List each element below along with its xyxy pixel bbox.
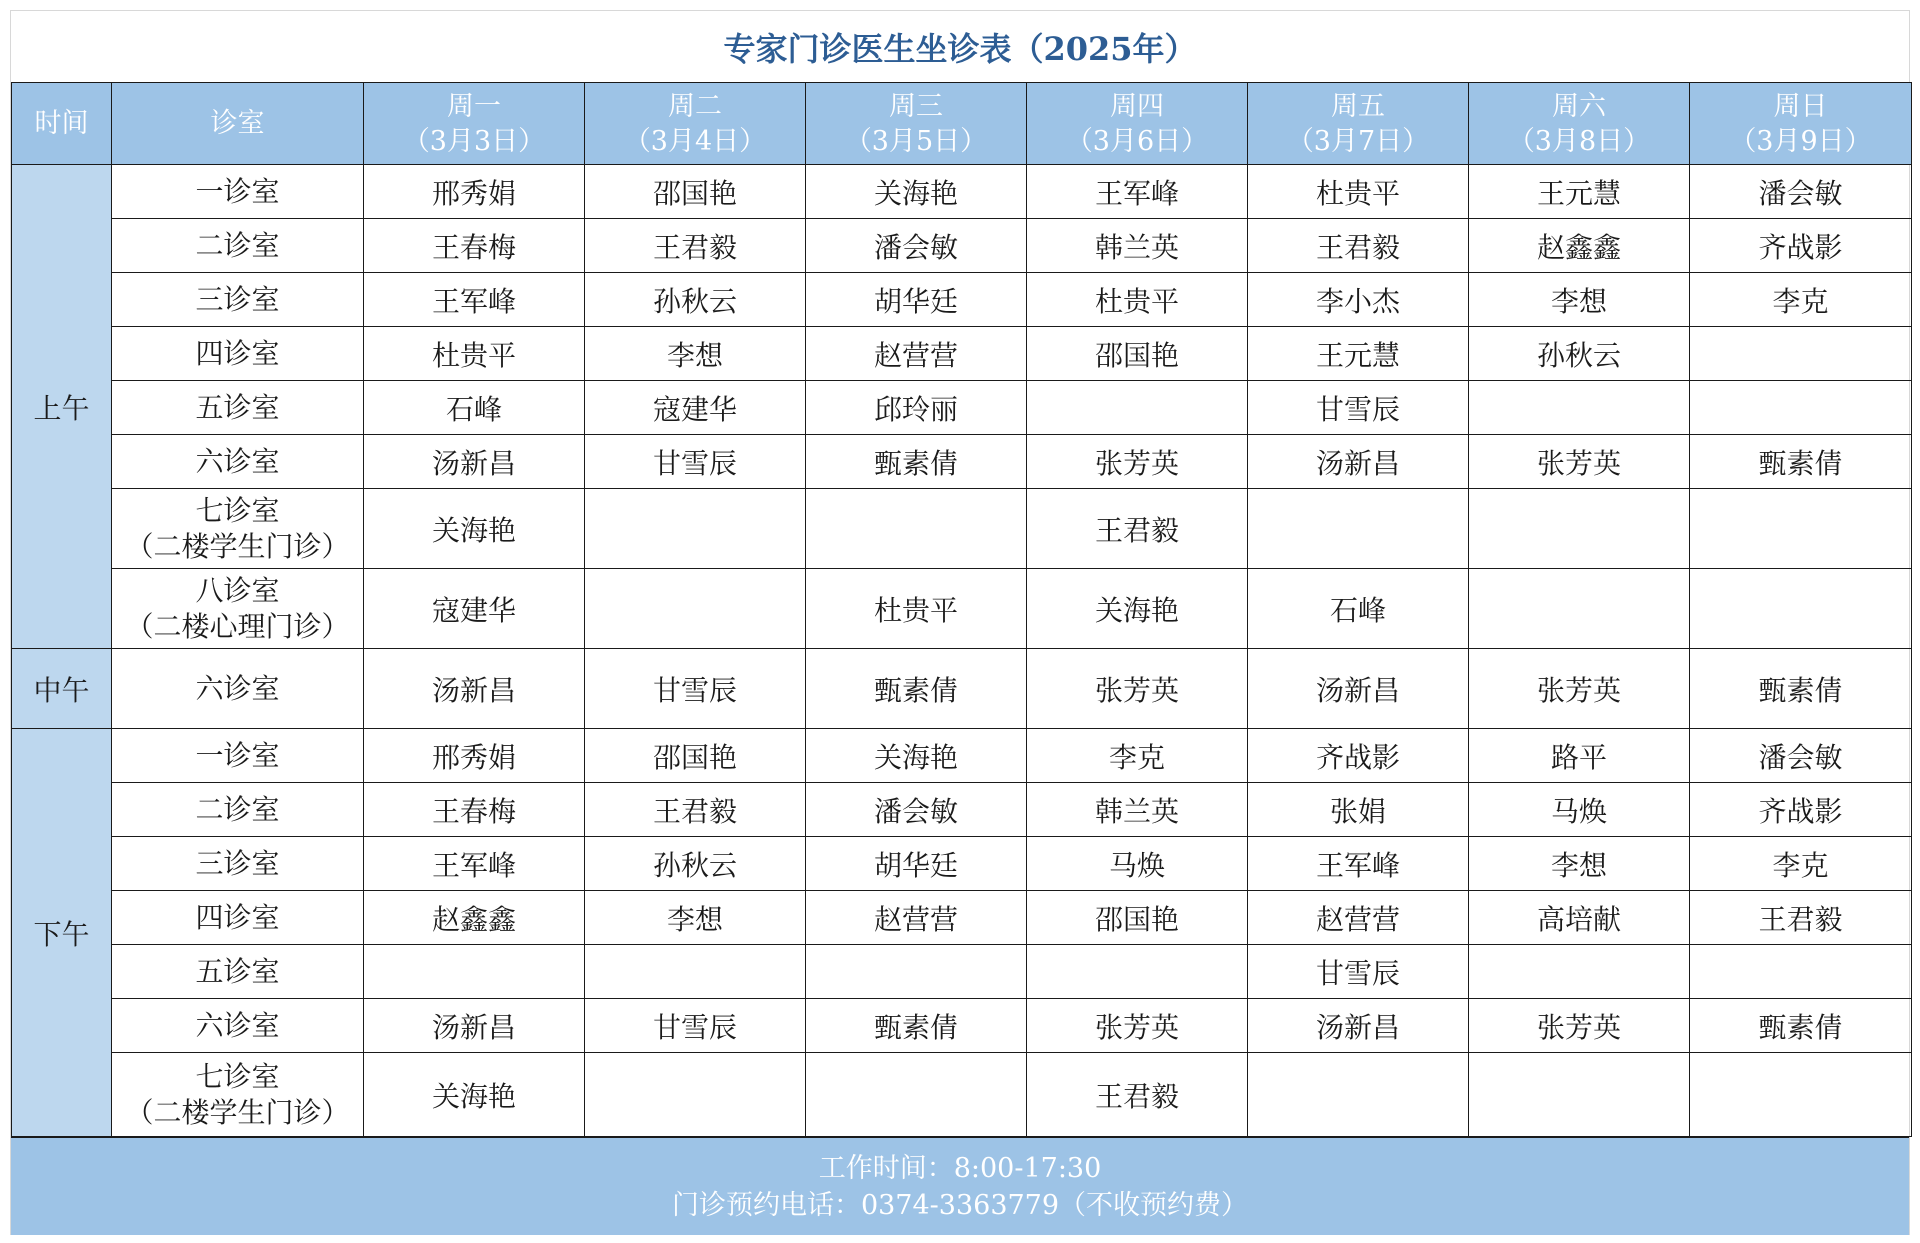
room-cell	[112, 649, 364, 729]
room-note: （二楼学生门诊）	[125, 1095, 350, 1129]
doctor-cell: 杜贵平	[364, 327, 585, 381]
doctor-cell	[806, 1053, 1027, 1137]
doctor-cell: 甘雪辰	[585, 435, 806, 489]
date-label: （3月3日）	[402, 125, 546, 157]
doctor-cell: 王军峰	[1027, 165, 1248, 219]
schedule-row	[12, 837, 1912, 891]
appointment-phone: 门诊预约电话：0374-3363779（不收预约费）	[671, 1189, 1249, 1221]
doctor-cell: 胡华廷	[806, 837, 1027, 891]
date-label: （3月8日）	[1507, 125, 1651, 157]
doctor-cell: 齐战影	[1690, 219, 1912, 273]
period-label: 中午	[12, 649, 112, 729]
doctor-cell: 齐战影	[1248, 729, 1469, 783]
doctor-cell	[1469, 945, 1690, 999]
doctor-cell: 张芳英	[1469, 999, 1690, 1053]
schedule-row	[12, 649, 1912, 729]
doctor-cell: 张芳英	[1027, 999, 1248, 1053]
doctor-cell	[1690, 945, 1912, 999]
room-cell	[112, 165, 364, 219]
day-label: 周一	[447, 90, 501, 122]
doctor-cell: 王君毅	[1027, 1053, 1248, 1137]
room-cell	[112, 569, 364, 649]
room-cell	[112, 219, 364, 273]
doctor-cell: 马焕	[1469, 783, 1690, 837]
date-label: （3月6日）	[1065, 125, 1209, 157]
working-hours: 工作时间：8:00-17:30	[818, 1152, 1102, 1184]
doctor-cell: 潘会敏	[1690, 729, 1912, 783]
doctor-cell: 赵营营	[806, 891, 1027, 945]
doctor-cell: 石峰	[1248, 569, 1469, 649]
doctor-cell: 汤新昌	[1248, 999, 1469, 1053]
doctor-cell: 杜贵平	[1248, 165, 1469, 219]
room-name: 四诊室	[195, 900, 280, 934]
room-name: 六诊室	[195, 444, 280, 478]
doctor-cell: 王君毅	[1248, 219, 1469, 273]
room-name: 三诊室	[195, 846, 280, 880]
doctor-cell: 李想	[1469, 273, 1690, 327]
doctor-cell: 张芳英	[1469, 649, 1690, 729]
doctor-cell: 张娟	[1248, 783, 1469, 837]
doctor-cell: 甄素倩	[1690, 999, 1912, 1053]
doctor-cell: 王元慧	[1248, 327, 1469, 381]
room-cell	[112, 729, 364, 783]
doctor-cell: 王军峰	[364, 837, 585, 891]
doctor-cell: 甘雪辰	[585, 999, 806, 1053]
doctor-cell: 马焕	[1027, 837, 1248, 891]
doctor-cell: 甄素倩	[806, 999, 1027, 1053]
doctor-cell: 寇建华	[585, 381, 806, 435]
room-cell	[112, 327, 364, 381]
room-name: 五诊室	[195, 390, 280, 424]
date-label: （3月5日）	[844, 125, 988, 157]
doctor-cell: 石峰	[364, 381, 585, 435]
room-cell	[112, 999, 364, 1053]
schedule-row	[12, 1053, 1912, 1137]
doctor-cell: 甄素倩	[806, 649, 1027, 729]
doctor-cell	[585, 945, 806, 999]
doctor-cell	[806, 945, 1027, 999]
doctor-cell: 李想	[585, 891, 806, 945]
doctor-cell	[585, 489, 806, 569]
schedule-row	[12, 891, 1912, 945]
doctor-cell: 关海艳	[364, 489, 585, 569]
doctor-cell: 邢秀娟	[364, 729, 585, 783]
doctor-cell: 赵营营	[806, 327, 1027, 381]
doctor-cell: 韩兰英	[1027, 783, 1248, 837]
doctor-cell: 关海艳	[806, 165, 1027, 219]
room-cell	[112, 489, 364, 569]
room-name: 二诊室	[195, 792, 280, 826]
doctor-cell: 孙秋云	[1469, 327, 1690, 381]
doctor-cell: 赵鑫鑫	[1469, 219, 1690, 273]
doctor-cell: 汤新昌	[1248, 435, 1469, 489]
doctor-cell: 潘会敏	[1690, 165, 1912, 219]
room-name: 一诊室	[195, 738, 280, 772]
room-name: 八诊室	[195, 573, 280, 607]
room-note: （二楼学生门诊）	[125, 529, 350, 563]
room-cell	[112, 891, 364, 945]
doctor-cell	[806, 489, 1027, 569]
room-name: 七诊室	[195, 1059, 280, 1093]
schedule-row	[12, 729, 1912, 783]
doctor-cell: 赵营营	[1248, 891, 1469, 945]
header-day-mon	[364, 83, 585, 165]
room-name: 一诊室	[195, 174, 280, 208]
doctor-cell: 王春梅	[364, 219, 585, 273]
day-label: 周三	[889, 90, 943, 122]
schedule-row	[12, 219, 1912, 273]
schedule-row	[12, 489, 1912, 569]
doctor-cell	[1027, 381, 1248, 435]
day-label: 周五	[1331, 90, 1385, 122]
doctor-cell	[1690, 327, 1912, 381]
doctor-cell: 张芳英	[1027, 649, 1248, 729]
doctor-cell: 李想	[1469, 837, 1690, 891]
schedule-sheet	[10, 10, 1910, 1235]
doctor-cell: 潘会敏	[806, 783, 1027, 837]
doctor-cell: 李想	[585, 327, 806, 381]
doctor-cell: 邵国艳	[1027, 327, 1248, 381]
doctor-cell	[1469, 1053, 1690, 1137]
schedule-row	[12, 999, 1912, 1053]
room-cell	[112, 381, 364, 435]
header-time: 时间	[12, 83, 112, 165]
doctor-cell: 甄素倩	[1690, 435, 1912, 489]
room-cell	[112, 837, 364, 891]
room-name: 六诊室	[195, 1008, 280, 1042]
page-title: 专家门诊医生坐诊表（2025年）	[723, 29, 1197, 68]
schedule-row	[12, 165, 1912, 219]
day-label: 周二	[668, 90, 722, 122]
room-cell	[112, 783, 364, 837]
doctor-cell: 韩兰英	[1027, 219, 1248, 273]
schedule-row	[12, 381, 1912, 435]
period-label: 下午	[12, 729, 112, 1137]
room-name: 三诊室	[195, 282, 280, 316]
doctor-cell: 王军峰	[364, 273, 585, 327]
doctor-cell: 邢秀娟	[364, 165, 585, 219]
header-day-thu	[1027, 83, 1248, 165]
day-label: 周日	[1773, 90, 1828, 122]
doctor-cell	[1690, 381, 1912, 435]
doctor-cell: 邵国艳	[585, 165, 806, 219]
doctor-cell: 汤新昌	[1248, 649, 1469, 729]
doctor-cell: 赵鑫鑫	[364, 891, 585, 945]
doctor-cell: 高培献	[1469, 891, 1690, 945]
doctor-cell: 王军峰	[1248, 837, 1469, 891]
doctor-cell: 李小杰	[1248, 273, 1469, 327]
doctor-cell	[1690, 1053, 1912, 1137]
doctor-cell	[1469, 489, 1690, 569]
room-name: 四诊室	[195, 336, 280, 370]
doctor-cell: 甘雪辰	[1248, 381, 1469, 435]
doctor-cell: 张芳英	[1027, 435, 1248, 489]
doctor-cell	[1469, 381, 1690, 435]
doctor-cell: 汤新昌	[364, 649, 585, 729]
doctor-cell: 邱玲丽	[806, 381, 1027, 435]
schedule-body	[12, 165, 1912, 1137]
doctor-cell: 甘雪辰	[585, 649, 806, 729]
doctor-cell: 王春梅	[364, 783, 585, 837]
room-cell	[112, 1053, 364, 1137]
doctor-cell	[585, 1053, 806, 1137]
doctor-cell: 王君毅	[585, 783, 806, 837]
schedule-row	[12, 273, 1912, 327]
doctor-cell: 李克	[1027, 729, 1248, 783]
doctor-cell: 邵国艳	[585, 729, 806, 783]
schedule-row	[12, 783, 1912, 837]
doctor-cell: 寇建华	[364, 569, 585, 649]
doctor-cell: 关海艳	[364, 1053, 585, 1137]
doctor-cell: 胡华廷	[806, 273, 1027, 327]
doctor-cell: 孙秋云	[585, 273, 806, 327]
header-day-wed	[806, 83, 1027, 165]
doctor-cell: 齐战影	[1690, 783, 1912, 837]
doctor-cell: 汤新昌	[364, 999, 585, 1053]
doctor-cell: 李克	[1690, 837, 1912, 891]
doctor-cell	[1248, 489, 1469, 569]
day-label: 周四	[1110, 90, 1164, 122]
doctor-cell: 王君毅	[1690, 891, 1912, 945]
doctor-cell: 潘会敏	[806, 219, 1027, 273]
doctor-cell: 甄素倩	[1690, 649, 1912, 729]
schedule-row	[12, 435, 1912, 489]
doctor-cell	[585, 569, 806, 649]
day-label: 周六	[1552, 90, 1606, 122]
room-name: 六诊室	[195, 671, 280, 705]
doctor-cell	[1248, 1053, 1469, 1137]
header-day-fri	[1248, 83, 1469, 165]
header-row	[12, 83, 1912, 165]
room-cell	[112, 435, 364, 489]
doctor-cell: 张芳英	[1469, 435, 1690, 489]
doctor-cell: 甄素倩	[806, 435, 1027, 489]
doctor-cell	[364, 945, 585, 999]
header-room: 诊室	[112, 83, 364, 165]
footer-info	[11, 1137, 1909, 1235]
room-name: 二诊室	[195, 228, 280, 262]
date-label: （3月9日）	[1729, 125, 1872, 157]
room-cell	[112, 273, 364, 327]
header-day-sun	[1690, 83, 1912, 165]
schedule-table	[11, 82, 1912, 1137]
room-name: 五诊室	[195, 954, 280, 988]
doctor-cell: 李克	[1690, 273, 1912, 327]
doctor-cell	[1027, 945, 1248, 999]
date-label: （3月7日）	[1286, 125, 1430, 157]
doctor-cell: 杜贵平	[806, 569, 1027, 649]
doctor-cell: 王君毅	[1027, 489, 1248, 569]
doctor-cell: 甘雪辰	[1248, 945, 1469, 999]
doctor-cell: 关海艳	[1027, 569, 1248, 649]
doctor-cell: 邵国艳	[1027, 891, 1248, 945]
header-day-sat	[1469, 83, 1690, 165]
doctor-cell	[1469, 569, 1690, 649]
doctor-cell: 汤新昌	[364, 435, 585, 489]
room-note: （二楼心理门诊）	[125, 609, 350, 643]
schedule-row	[12, 569, 1912, 649]
doctor-cell: 杜贵平	[1027, 273, 1248, 327]
doctor-cell	[1690, 569, 1912, 649]
room-cell	[112, 945, 364, 999]
date-label: （3月4日）	[623, 125, 767, 157]
room-name: 七诊室	[195, 493, 280, 527]
doctor-cell: 关海艳	[806, 729, 1027, 783]
schedule-row	[12, 945, 1912, 999]
header-day-tue	[585, 83, 806, 165]
period-label: 上午	[12, 165, 112, 649]
doctor-cell: 路平	[1469, 729, 1690, 783]
schedule-row	[12, 327, 1912, 381]
doctor-cell: 孙秋云	[585, 837, 806, 891]
doctor-cell	[1690, 489, 1912, 569]
doctor-cell: 王君毅	[585, 219, 806, 273]
doctor-cell: 王元慧	[1469, 165, 1690, 219]
